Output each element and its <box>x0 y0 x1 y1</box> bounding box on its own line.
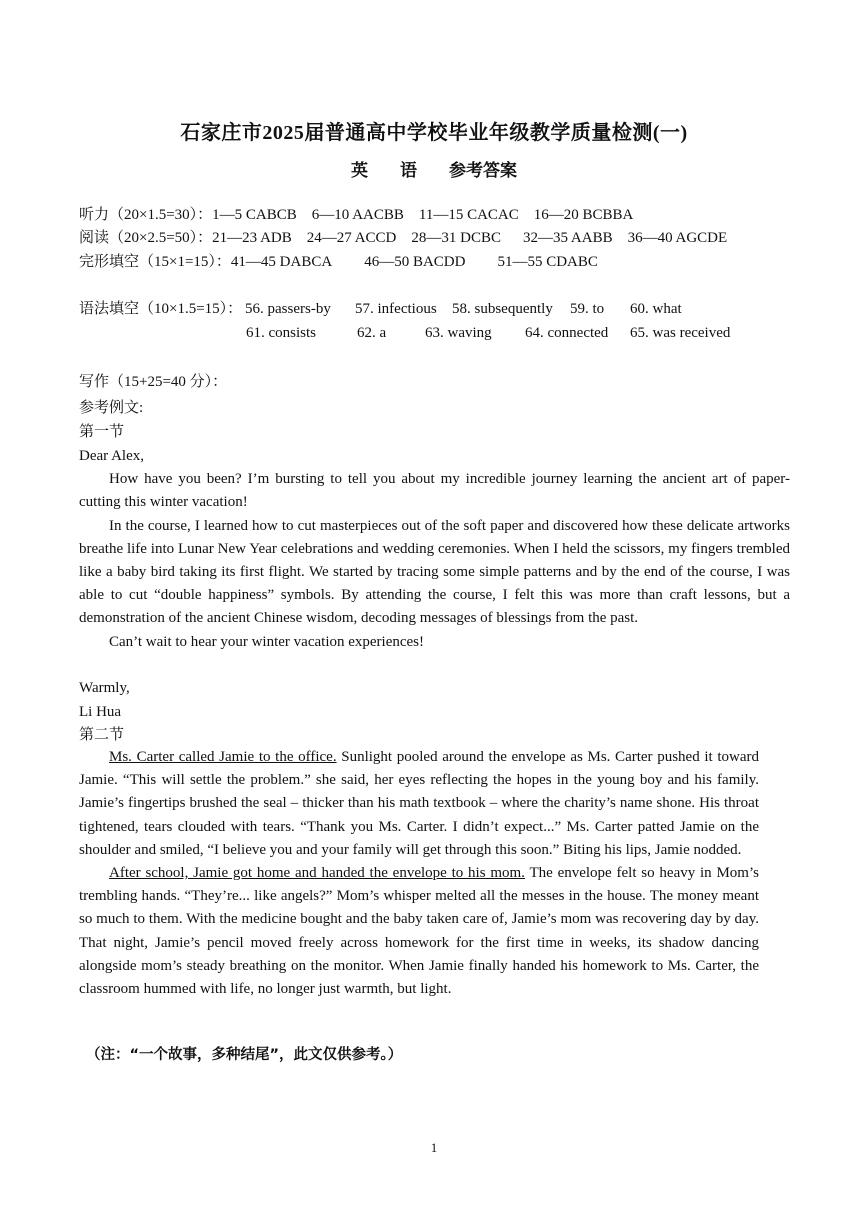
answer-group: 1—5 CABCB <box>212 207 297 223</box>
grammar-answer: 60. what <box>630 301 682 317</box>
grammar-answer: 59. to <box>570 301 605 317</box>
grammar-answer: 57. infectious <box>355 301 437 317</box>
footnote: （注：“一个故事，多种结尾”，此文仅供参考。） <box>86 1047 403 1063</box>
subject-char-1: 英 <box>351 161 368 180</box>
letter-paragraph: How have you been? I’m bursting to tell you about my incredible journey learning the ancient art of paper-cutting this winter vacation! <box>79 471 790 511</box>
paragraph-opening-sentence: Ms. Carter called Jamie to the office. <box>109 749 337 765</box>
listening-label: 听力（20×1.5=30）： <box>79 207 213 223</box>
part-1-heading: 第一节 <box>79 424 125 440</box>
grammar-answer: 58. subsequently <box>452 301 553 317</box>
answer-group: 51—55 CDABC <box>497 254 598 270</box>
grammar-answer: 62. a <box>357 325 387 341</box>
answer-group: 24—27 ACCD <box>306 230 397 246</box>
reading-answers <box>79 228 749 248</box>
paragraph-body: The envelope felt so heavy in Mom’s trembling hands. “They’re... like angels?” Mom’s whisper melted all the messes in the house. The money meant so much to them. With the medicine bought and the baby taken care of, Jamie’s mom was recovering day by day. That night, Jamie’s pencil moved freely across homework for the first time in weeks, its shadow dancing alongside mom’s steady breathing on the monitor. When Jamie finally handed his homework to Ms. Carter, the classroom hummed with life, no longer just warmth, but light. <box>79 865 759 998</box>
answer-group: 6—10 AACBB <box>311 207 404 223</box>
letter-essay <box>79 445 790 654</box>
page-subtitle <box>0 156 868 181</box>
grammar-label: 语法填空（10×1.5=15）： <box>79 301 243 317</box>
letter-closing: Warmly, <box>79 680 130 696</box>
letter-greeting: Dear Alex, <box>79 448 144 464</box>
cloze-answers <box>79 252 620 272</box>
letter-paragraph: In the course, I learned how to cut masterpieces out of the soft paper and discovered how these delicate artworks breathe life into Lunar New Year celebrations and wedding ceremonies. When I held the scissors, my fingers trembled like a baby bird taking its first flight. We started by tracing some simple patterns and by the end of the course, I was able to cut “double happiness” symbols. By attending the course, I felt this was more than craft lessons, but a demonstration of the ancient Chinese wisdom, decoding messages of blessings from the past. <box>79 517 790 627</box>
cloze-label: 完形填空（15×1=15）： <box>79 254 231 270</box>
answer-group: 32—35 AABB <box>522 230 613 246</box>
grammar-answer: 61. consists <box>246 325 317 341</box>
answer-group: 11—15 CACAC <box>418 207 519 223</box>
letter-signature: Li Hua <box>79 704 122 720</box>
answer-group: 46—50 BACDD <box>364 254 466 270</box>
listening-answers <box>79 205 655 225</box>
writing-label: 写作（15+25=40 分）： <box>79 374 228 390</box>
subject-char-2: 语 <box>400 161 417 180</box>
letter-paragraph: Can’t wait to hear your winter vacation experiences! <box>109 633 425 650</box>
answer-group: 41—45 DABCA <box>230 254 333 270</box>
grammar-answer: 65. was received <box>630 325 731 341</box>
paragraph-body: Sunlight pooled around the envelope as Ms. Carter pushed it toward Jamie. “This will settle the problem.” she said, her eyes reflecting the hopes in the young boy and his family. Jamie’s fingertips brushed the seal – thicker than his math textbook – where the charity’s name shone. His throat tightened, tears clouded with tears. “Thank you Ms. Carter. I didn’t expect...” Ms. Carter patted Jamie on the shoulder and smiled, “I believe you and your family will get through this soon.” Biting his lips, Jamie nodded. <box>79 749 759 858</box>
paragraph-opening-sentence: After school, Jamie got home and handed the envelope to his mom. <box>109 865 525 882</box>
page-number: 1 <box>430 1140 438 1155</box>
story-paragraph <box>79 862 759 1001</box>
page-title: 石家庄市2025届普通高中学校毕业年级教学质量检测(一) <box>180 122 688 144</box>
continuation-essay <box>79 746 759 1001</box>
part-2-heading: 第二节 <box>79 727 125 743</box>
answer-group: 36—40 AGCDE <box>627 230 728 246</box>
grammar-answer: 64. connected <box>525 325 609 341</box>
answer-group: 21—23 ADB <box>212 230 292 246</box>
story-paragraph <box>79 746 759 862</box>
grammar-answer: 56. passers-by <box>245 301 331 317</box>
reading-label: 阅读（20×2.5=50）： <box>79 230 213 246</box>
answer-group: 16—20 BCBBA <box>533 207 634 223</box>
answer-key-label: 参考答案 <box>449 161 517 180</box>
sample-essay-label: 参考例文: <box>79 400 144 416</box>
answer-group: 28—31 DCBC <box>411 230 501 246</box>
grammar-answer: 63. waving <box>425 325 492 341</box>
